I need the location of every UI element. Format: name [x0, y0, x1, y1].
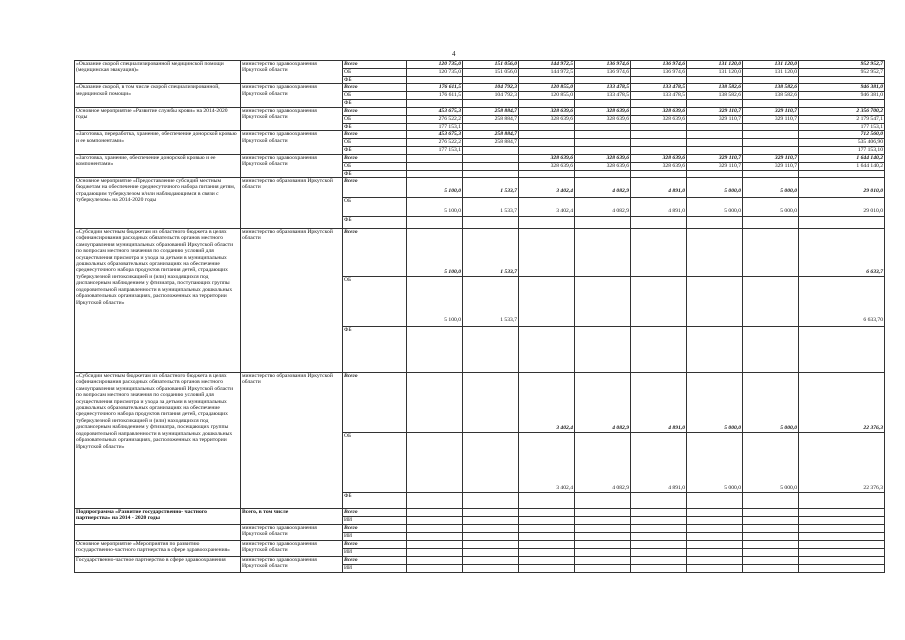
year-value-cell	[743, 139, 799, 147]
total-cell: 177 153,10	[799, 147, 885, 154]
year-value-cell: 1 533,7	[463, 198, 519, 217]
year-value-cell: 328 639,6	[519, 154, 575, 162]
year-value-cell	[575, 147, 631, 154]
year-value-cell	[575, 327, 631, 373]
year-value-cell: 5 100,0	[407, 277, 463, 327]
total-cell: 2 179 547,1	[799, 115, 885, 123]
year-value-cell	[575, 131, 631, 139]
year-value-cell: 328 639,6	[575, 115, 631, 123]
source-cell: Всего	[343, 509, 407, 517]
year-value-cell: 151 056,0	[463, 61, 519, 69]
year-value-cell	[463, 327, 519, 373]
budget-table-sheet	[74, 60, 884, 573]
year-value-cell	[743, 229, 799, 277]
responsible-org: министерство здравоохранения Иркутской области	[241, 154, 343, 177]
year-value-cell: 4 891,0	[631, 373, 687, 433]
year-value-cell: 138 582,6	[743, 84, 799, 92]
year-value-cell	[407, 493, 463, 509]
source-cell: ФБ	[343, 327, 407, 373]
year-value-cell	[463, 373, 519, 433]
year-value-cell	[463, 170, 519, 177]
year-value-cell	[519, 229, 575, 277]
year-value-cell	[743, 493, 799, 509]
year-value-cell	[743, 100, 799, 107]
year-value-cell: 5 000,0	[687, 198, 743, 217]
year-value-cell: 329 110,7	[687, 154, 743, 162]
source-cell: Всего	[343, 61, 407, 69]
year-value-cell: 1 533,7	[463, 229, 519, 277]
year-value-cell	[575, 277, 631, 327]
year-value-cell: 276 522,2	[407, 115, 463, 123]
year-value-cell: 131 120,0	[687, 61, 743, 69]
year-value-cell	[631, 170, 687, 177]
source-cell: ОБ	[343, 92, 407, 100]
total-cell: 712 560,0	[799, 131, 885, 139]
year-value-cell	[575, 170, 631, 177]
budget-table-body	[75, 61, 885, 509]
year-value-cell	[687, 100, 743, 107]
table-row	[75, 178, 885, 198]
year-value-cell	[631, 493, 687, 509]
year-value-cell	[743, 217, 799, 229]
year-value-cell	[463, 162, 519, 170]
measure-name: «Субсидии местным бюджетам из областного бюджета в целях софинансирования расходных обязательств органов местного самоуправления муниципальных образований Иркутской области по вопросам местного значения по созданию условий для осуществления присмотра и ухода за детьми в муниципальных дошкольных образовательных организациях на обеспечение среднесуточного набора продуктов питания детей, страдающих туберкулезной интоксикацией и (или) находящихся под диспансерным наблюдением у фтизиатра, поступающих группы оздоровительной направленности в муниципальных дошкольных образовательных организациях, расположенных на территории Иркутской области»	[75, 229, 241, 373]
total-cell: 177 153,1	[799, 123, 885, 130]
year-value-cell: 328 639,6	[631, 154, 687, 162]
total-cell: 952 952,7	[799, 61, 885, 69]
year-value-cell: 120 855,0	[519, 84, 575, 92]
responsible-org: министерство здравоохранения Иркутской области	[241, 131, 343, 154]
year-value-cell: 329 110,7	[687, 162, 743, 170]
year-value-cell: 1 533,7	[463, 178, 519, 198]
year-value-cell	[687, 277, 743, 327]
year-value-cell	[463, 100, 519, 107]
year-value-cell: 5 100,0	[407, 178, 463, 198]
source-cell: ОБ	[343, 139, 407, 147]
source-cell: ИИ	[343, 565, 407, 573]
year-value-cell: 5 000,0	[687, 433, 743, 493]
year-value-cell	[575, 229, 631, 277]
source-cell: ФБ	[343, 147, 407, 154]
source-cell: ФБ	[343, 493, 407, 509]
source-cell: ОБ	[343, 433, 407, 493]
measure-name: «Оказание скорой, в том числе скорой специализированной, медицинской помощи»	[75, 84, 241, 107]
year-value-cell	[463, 77, 519, 84]
year-value-cell: 120 855,0	[519, 92, 575, 100]
table-row	[75, 154, 885, 162]
year-value-cell: 177 153,1	[407, 123, 463, 130]
year-value-cell: 329 110,7	[687, 107, 743, 115]
measure-name: Основное мероприятие «Развитие службы крови» на 2014-2020 годы	[75, 107, 241, 130]
year-value-cell: 133 478,5	[631, 92, 687, 100]
source-cell: ФБ	[343, 217, 407, 229]
year-value-cell: 3 402,4	[519, 198, 575, 217]
year-value-cell	[743, 327, 799, 373]
total-cell: 952 952,7	[799, 69, 885, 77]
year-value-cell: 453 675,3	[407, 131, 463, 139]
year-value-cell	[743, 123, 799, 130]
year-value-cell: 4 082,9	[575, 433, 631, 493]
source-cell: ИИ	[343, 549, 407, 557]
year-value-cell: 328 639,6	[519, 107, 575, 115]
responsible-org: министерство здравоохранения Иркутской области	[241, 84, 343, 107]
year-value-cell	[519, 493, 575, 509]
year-value-cell: 5 000,0	[743, 198, 799, 217]
year-value-cell	[407, 433, 463, 493]
total-cell: 535 406,90	[799, 139, 885, 147]
year-value-cell	[519, 170, 575, 177]
year-value-cell	[407, 170, 463, 177]
year-value-cell	[631, 77, 687, 84]
year-value-cell: 133 478,5	[575, 84, 631, 92]
source-cell: Всего	[343, 131, 407, 139]
responsible-org: министерство образования Иркутской области	[241, 373, 343, 509]
year-value-cell: 4 082,9	[575, 198, 631, 217]
year-value-cell	[407, 77, 463, 84]
year-value-cell: 5 000,0	[743, 178, 799, 198]
table-row	[75, 373, 885, 433]
year-value-cell: 104 792,3	[463, 92, 519, 100]
year-value-cell: 138 582,6	[687, 92, 743, 100]
year-value-cell: 120 735,0	[407, 69, 463, 77]
year-value-cell	[463, 123, 519, 130]
year-value-cell: 328 639,6	[519, 115, 575, 123]
year-value-cell: 176 611,5	[407, 92, 463, 100]
year-value-cell	[519, 123, 575, 130]
year-value-cell: 133 478,5	[575, 92, 631, 100]
source-cell: ОБ	[343, 277, 407, 327]
table-row	[75, 509, 885, 517]
year-value-cell: 4 891,0	[631, 433, 687, 493]
year-value-cell	[687, 139, 743, 147]
measure-name: «Заготовка, переработка, хранение, обеспечение донорской кровью и ее компонентами»	[75, 131, 241, 154]
year-value-cell: 5 000,0	[743, 373, 799, 433]
year-value-cell	[575, 217, 631, 229]
gchp-name: Государственно-частное партнерство в сфере здравоохранения	[75, 557, 241, 573]
total-cell	[799, 493, 885, 509]
measure-org: министерство здравоохранения Иркутской области	[241, 541, 343, 557]
year-value-cell: 133 478,5	[631, 84, 687, 92]
year-value-cell	[743, 277, 799, 327]
year-value-cell	[519, 100, 575, 107]
year-value-cell: 258 884,7	[463, 139, 519, 147]
year-value-cell	[407, 154, 463, 162]
year-value-cell	[575, 493, 631, 509]
year-value-cell	[631, 217, 687, 229]
source-cell: ФБ	[343, 170, 407, 177]
table-row	[75, 61, 885, 69]
total-cell	[799, 327, 885, 373]
table-row	[75, 229, 885, 277]
year-value-cell	[631, 131, 687, 139]
year-value-cell: 258 884,7	[463, 115, 519, 123]
year-value-cell	[519, 139, 575, 147]
budget-table	[74, 60, 885, 573]
responsible-org: министерство здравоохранения Иркутской области	[241, 61, 343, 84]
year-value-cell: 136 974,6	[575, 61, 631, 69]
gchp-org: министерство здравоохранения Иркутской области	[241, 557, 343, 573]
source-cell: Всего	[343, 107, 407, 115]
year-value-cell: 177 153,1	[407, 147, 463, 154]
year-value-cell: 131 120,0	[687, 69, 743, 77]
source-cell: Всего	[343, 178, 407, 198]
year-value-cell	[687, 327, 743, 373]
table-row	[75, 84, 885, 92]
source-cell: Всего	[343, 373, 407, 433]
source-cell: Всего	[343, 525, 407, 533]
source-cell: ОБ	[343, 162, 407, 170]
year-value-cell	[743, 170, 799, 177]
measure-name: «Субсидии местным бюджетам из областного бюджета в целях софинансирования расходных обязательств органов местного самоуправления муниципальных образований Иркутской области по вопросам местного значения по созданию условий для осуществления присмотра и ухода за детьми в муниципальных дошкольных образовательных организациях на обеспечение среднесуточного набора продуктов питания детей, страдающих туберкулезной интоксикацией и (или) находящихся под диспансерным наблюдением у фтизиатра, посещающих группы оздоровительной направленности в муниципальных дошкольных образовательных организациях, расположенных на территории Иркутской области»	[75, 373, 241, 509]
total-cell: 946 381,0	[799, 84, 885, 92]
year-value-cell: 3 402,4	[519, 433, 575, 493]
responsible-org: министерство образования Иркутской области	[241, 229, 343, 373]
source-cell: ФБ	[343, 100, 407, 107]
measure-name: Основное мероприятие «Предоставление субсидий местным бюджетам на обеспечение среднесуточного набора питания детям, страдающим туберкулезом и/или наблюдающимся в связи с туберкулезом» на 2014-2020 годы	[75, 178, 241, 229]
table-row	[75, 107, 885, 115]
year-value-cell	[463, 217, 519, 229]
year-value-cell	[519, 217, 575, 229]
total-cell: 22 376,3	[799, 433, 885, 493]
source-cell: ФБ	[343, 123, 407, 130]
year-value-cell: 4 082,9	[575, 373, 631, 433]
year-value-cell	[631, 277, 687, 327]
year-value-cell: 120 735,0	[407, 61, 463, 69]
year-value-cell: 328 639,6	[631, 162, 687, 170]
measure-name: «Заготовка, хранение, обеспечение донорской кровью и ее компонентами»	[75, 154, 241, 177]
year-value-cell: 151 056,0	[463, 69, 519, 77]
year-value-cell	[687, 170, 743, 177]
year-value-cell: 138 582,6	[687, 84, 743, 92]
year-value-cell	[519, 77, 575, 84]
source-cell: Всего	[343, 557, 407, 565]
year-value-cell	[519, 327, 575, 373]
year-value-cell: 276 522,2	[407, 139, 463, 147]
year-value-cell	[519, 131, 575, 139]
year-value-cell: 136 974,6	[575, 69, 631, 77]
measure-name: Основное мероприятие «Мероприятия по развитию государственно-частного партнерства в сфере здравоохранения»	[75, 541, 241, 557]
year-value-cell	[631, 123, 687, 130]
year-value-cell: 131 120,0	[743, 69, 799, 77]
total-cell	[799, 77, 885, 84]
year-value-cell	[407, 373, 463, 433]
year-value-cell: 329 110,7	[687, 115, 743, 123]
total-cell	[799, 100, 885, 107]
table-row	[75, 525, 885, 533]
year-value-cell	[519, 147, 575, 154]
year-value-cell: 4 891,0	[631, 178, 687, 198]
year-value-cell: 4 891,0	[631, 198, 687, 217]
year-value-cell	[407, 100, 463, 107]
total-cell: 946 381,0	[799, 92, 885, 100]
source-cell: Всего	[343, 541, 407, 549]
subprogram-org-mz: министерство здравоохранения Иркутской области	[241, 525, 343, 541]
year-value-cell	[463, 154, 519, 162]
year-value-cell: 328 639,6	[519, 162, 575, 170]
source-cell: ОБ	[343, 69, 407, 77]
measure-name: «Оказание скорой специализированной медицинской помощи (медицинская эвакуация)»	[75, 61, 241, 84]
subprogram-org-total: Всего, в том числе	[241, 509, 343, 525]
year-value-cell	[743, 131, 799, 139]
year-value-cell	[631, 229, 687, 277]
responsible-org: министерство здравоохранения Иркутской области	[241, 107, 343, 130]
year-value-cell	[575, 100, 631, 107]
source-cell: ОБ	[343, 115, 407, 123]
year-value-cell: 328 639,6	[575, 154, 631, 162]
source-cell: Всего	[343, 154, 407, 162]
year-value-cell: 138 582,6	[743, 92, 799, 100]
year-value-cell: 4 082,9	[575, 178, 631, 198]
total-cell	[799, 217, 885, 229]
year-value-cell	[631, 100, 687, 107]
year-value-cell: 329 110,7	[743, 107, 799, 115]
year-value-cell	[687, 123, 743, 130]
subprogram-section	[75, 509, 885, 573]
year-value-cell	[687, 217, 743, 229]
year-value-cell	[407, 327, 463, 373]
year-value-cell: 328 639,6	[631, 107, 687, 115]
year-value-cell	[631, 147, 687, 154]
responsible-org: министерство образования Иркутской области	[241, 178, 343, 229]
table-row	[75, 131, 885, 139]
year-value-cell: 136 974,6	[631, 61, 687, 69]
year-value-cell: 144 972,5	[519, 61, 575, 69]
source-cell: Всего	[343, 229, 407, 277]
year-value-cell: 258 884,7	[463, 131, 519, 139]
year-value-cell	[463, 493, 519, 509]
year-value-cell	[743, 147, 799, 154]
year-value-cell	[687, 493, 743, 509]
table-row	[75, 557, 885, 565]
source-cell: ИИ	[343, 517, 407, 525]
page-number: 4	[452, 50, 456, 58]
year-value-cell: 5 000,0	[743, 433, 799, 493]
source-cell: ФБ	[343, 77, 407, 84]
source-cell: Всего	[343, 84, 407, 92]
year-value-cell	[687, 131, 743, 139]
total-cell	[799, 170, 885, 177]
total-cell: 29 010,0	[799, 178, 885, 198]
year-value-cell: 176 611,5	[407, 84, 463, 92]
total-cell: 2 356 700,2	[799, 107, 885, 115]
year-value-cell: 329 110,7	[743, 162, 799, 170]
year-value-cell	[575, 123, 631, 130]
year-value-cell	[575, 77, 631, 84]
year-value-cell: 328 639,6	[575, 107, 631, 115]
year-value-cell	[631, 327, 687, 373]
year-value-cell: 5 100,0	[407, 229, 463, 277]
year-value-cell	[463, 147, 519, 154]
year-value-cell	[407, 162, 463, 170]
year-value-cell: 5 000,0	[687, 178, 743, 198]
year-value-cell	[687, 229, 743, 277]
table-row	[75, 541, 885, 549]
year-value-cell: 3 402,4	[519, 178, 575, 198]
subprogram-name: Подпрограмма «Развитие государственно- частного партнерства» на 2014 - 2020 годы	[75, 509, 241, 525]
total-cell: 22 376,3	[799, 373, 885, 433]
year-value-cell: 1 533,7	[463, 277, 519, 327]
source-cell: ИИ	[343, 533, 407, 541]
total-cell: 1 644 140,2	[799, 162, 885, 170]
year-value-cell: 144 972,5	[519, 69, 575, 77]
year-value-cell	[687, 77, 743, 84]
total-cell: 1 644 140,2	[799, 154, 885, 162]
year-value-cell: 5 000,0	[687, 373, 743, 433]
year-value-cell: 3 402,4	[519, 373, 575, 433]
total-cell: 29 010,0	[799, 198, 885, 217]
year-value-cell	[687, 147, 743, 154]
year-value-cell: 329 110,7	[743, 115, 799, 123]
year-value-cell	[463, 433, 519, 493]
source-cell: ОБ	[343, 198, 407, 217]
year-value-cell	[743, 77, 799, 84]
total-cell: 6 633,7	[799, 229, 885, 277]
year-value-cell: 328 639,6	[575, 162, 631, 170]
year-value-cell: 258 884,7	[463, 107, 519, 115]
year-value-cell	[519, 277, 575, 327]
year-value-cell: 329 110,7	[743, 154, 799, 162]
year-value-cell: 136 974,6	[631, 69, 687, 77]
total-cell: 6 633,70	[799, 277, 885, 327]
year-value-cell	[631, 139, 687, 147]
year-value-cell	[407, 217, 463, 229]
year-value-cell: 131 120,0	[743, 61, 799, 69]
year-value-cell: 328 639,6	[631, 115, 687, 123]
year-value-cell: 453 675,3	[407, 107, 463, 115]
year-value-cell	[575, 139, 631, 147]
year-value-cell: 104 792,3	[463, 84, 519, 92]
year-value-cell: 5 100,0	[407, 198, 463, 217]
